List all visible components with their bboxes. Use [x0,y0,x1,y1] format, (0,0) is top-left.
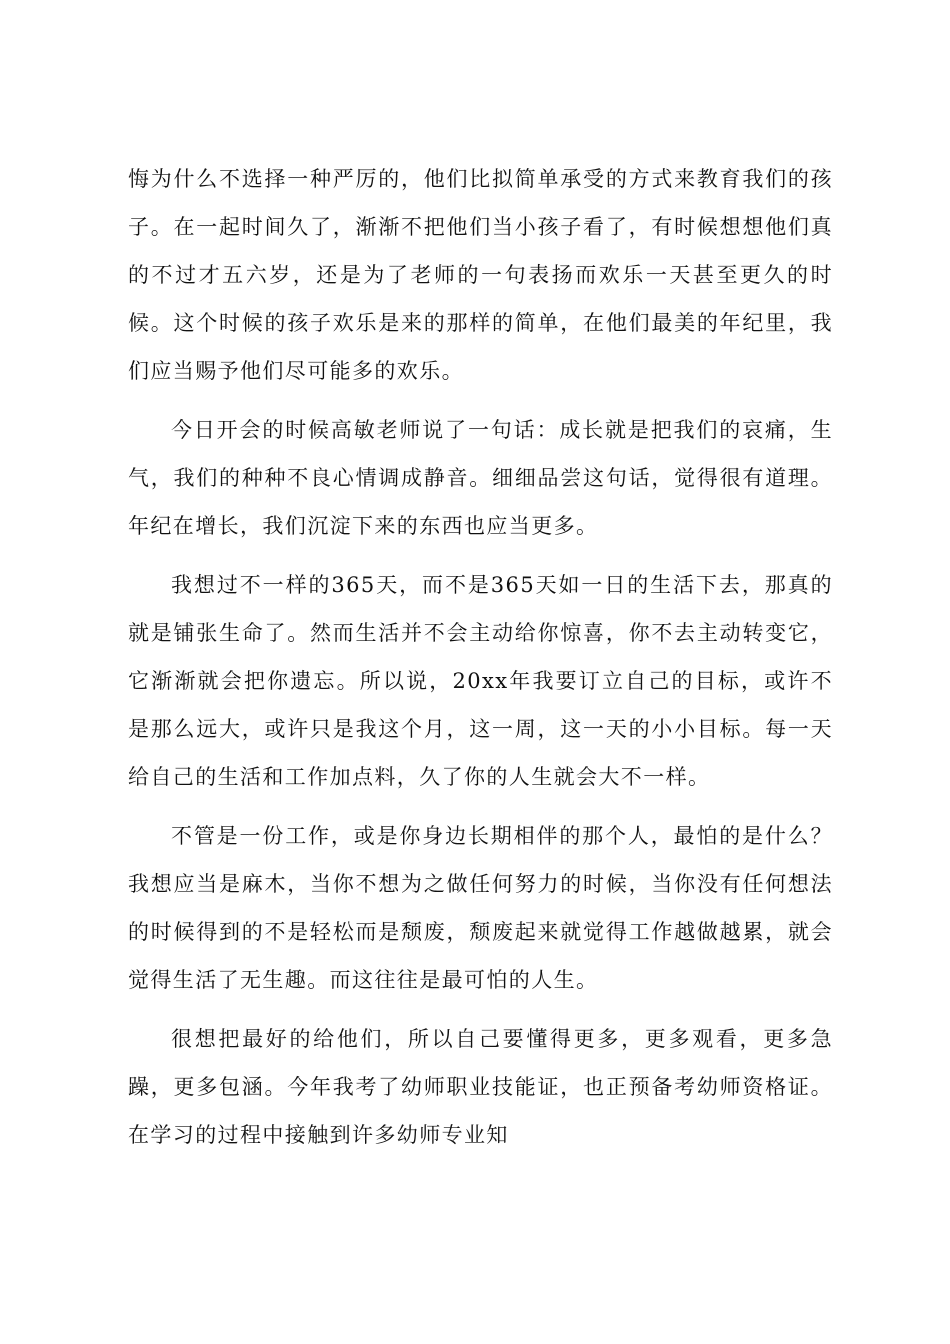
paragraph-5: 很想把最好的给他们，所以自己要懂得更多，更多观看，更多急躁，更多包涵。今年我考了幼师职业技能证，也正预备考幼师资格证。在学习的过程中接触到许多幼师专业知 [128,1027,833,1147]
paragraph-1: 悔为什么不选择一种严厉的，他们比拟简单承受的方式来教育我们的孩子。在一起时间久了，渐渐不把他们当小孩子看了，有时候想想他们真的不过才五六岁，还是为了老师的一句表扬而欢乐一天甚至更久的时候。这个时候的孩子欢乐是来的那样的简单，在他们最美的年纪里，我们应当赐予他们尽可能多的欢乐。 [128,167,833,383]
body-text [128,155,833,1170]
paragraph-3: 我想过不一样的365天，而不是365天如一日的生活下去，那真的就是铺张生命了。然而生活并不会主动给你惊喜，你不去主动转变它，它渐渐就会把你遗忘。所以说，20xx年我要订立自己的目标，或许不是那么远大，或许只是我这个月，这一周，这一天的小小目标。每一天给自己的生活和工作加点料，久了你的人生就会大不一样。 [128,573,833,789]
paragraph-2: 今日开会的时候高敏老师说了一句话：成长就是把我们的哀痛，生气，我们的种种不良心情调成静音。细细品尝这句话，觉得很有道理。年纪在增长，我们沉淀下来的东西也应当更多。 [128,418,833,538]
paragraph-4: 不管是一份工作，或是你身边长期相伴的那个人，最怕的是什么？我想应当是麻木，当你不想为之做任何努力的时候，当你没有任何想法的时候得到的不是轻松而是颓废，颓废起来就觉得工作越做越累，就会觉得生活了无生趣。而这往往是最可怕的人生。 [128,824,833,992]
